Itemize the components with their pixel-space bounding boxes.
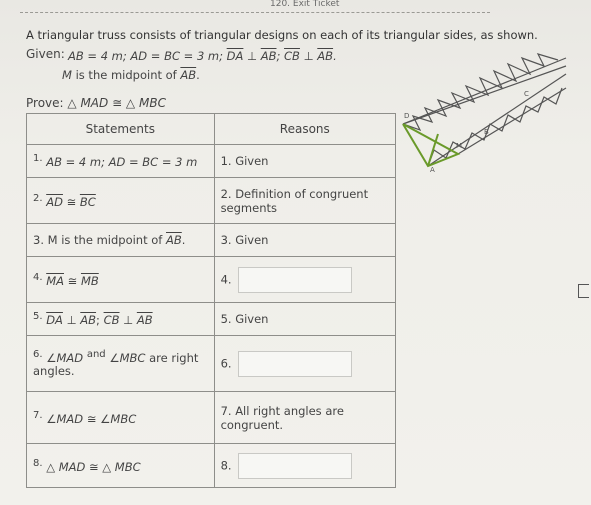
segment-ab: $\overline{AB}$ (260, 49, 277, 63)
perp-symbol: ⊥ (243, 49, 261, 63)
point-m: M (62, 68, 72, 82)
reason-cell (214, 257, 395, 303)
step-number: 4. (33, 271, 43, 283)
statement-text: angles. (33, 364, 75, 379)
and-text: and (86, 348, 106, 360)
period: . (196, 68, 200, 82)
given-lengths: AB = 4 m; AD = BC = 3 m; (68, 49, 223, 63)
period: . (181, 233, 186, 247)
statement-cell (27, 257, 215, 303)
label-b: B (484, 128, 489, 136)
reason-number: 4. (220, 272, 232, 286)
table-header-row (27, 114, 396, 145)
truss-figure (398, 44, 568, 179)
reason-answer-box[interactable] (238, 453, 352, 479)
statement-cell (27, 303, 215, 336)
segment-ab: $\overline{AB}$ (166, 233, 182, 247)
separator: ; (276, 49, 285, 63)
table-row (27, 257, 396, 303)
page-title: 120. Exit Ticket (270, 0, 340, 8)
step-number: 7. (33, 409, 43, 421)
statements-header: Statements (27, 114, 215, 145)
period: . (333, 49, 337, 63)
table-row (27, 303, 396, 336)
table-row (27, 145, 396, 178)
statement-text: are right (145, 350, 199, 365)
label-d: D (404, 112, 410, 120)
statement-cell (27, 145, 215, 178)
problem-intro: A triangular truss consists of triangular designs on each of its triangular sides, as shown. (26, 28, 538, 42)
reason-cell: 5. Given (214, 303, 395, 336)
segment-ad: $\overline{AD}$ (46, 194, 63, 209)
perp-symbol: ⊥ (119, 312, 137, 327)
reason-cell: 3. Given (214, 224, 395, 257)
given-statement (68, 49, 337, 63)
statement-text: 3. M is the midpoint of (33, 233, 166, 247)
reason-cell (214, 336, 395, 392)
statement-cell (27, 336, 215, 392)
step-number: 5. (33, 311, 43, 323)
congruent-symbol: ≅ (62, 194, 80, 209)
table-row (27, 444, 396, 488)
midpoint-text: is the midpoint of (71, 68, 181, 82)
angle-mbc: ∠MBC (109, 350, 146, 365)
segment-ab: $\overline{AB}$ (317, 49, 334, 63)
segment-ab: $\overline{AB}$ (180, 68, 197, 82)
segment-cb: $\overline{CB}$ (103, 312, 120, 327)
prove-label: Prove: (26, 96, 64, 110)
reasons-header: Reasons (214, 114, 395, 145)
prove-goal: △ MAD ≅ △ MBC (67, 96, 166, 110)
segment-ab: $\overline{AB}$ (136, 312, 153, 327)
perp-symbol: ⊥ (62, 312, 81, 327)
reason-number: 8. (220, 458, 232, 472)
segment-ma: $\overline{MA}$ (46, 273, 64, 288)
reason-cell: 1. Given (214, 145, 395, 178)
angle-mad: ∠MAD (46, 350, 84, 365)
highlight-triangle (403, 124, 458, 166)
given-label: Given: (26, 47, 65, 61)
header-divider (20, 12, 490, 14)
statement-cell (27, 224, 215, 257)
step-number: 2. (33, 192, 43, 204)
table-row (27, 178, 396, 224)
proof-table (26, 113, 396, 488)
step-number: 1. (33, 153, 43, 165)
segment-cb: $\overline{CB}$ (284, 49, 300, 63)
reason-number: 6. (220, 356, 232, 370)
table-row (27, 224, 396, 257)
segment-mb: $\overline{MB}$ (80, 273, 99, 288)
label-m: M (456, 142, 463, 150)
label-c: C (524, 90, 529, 98)
label-a: A (430, 166, 435, 174)
perp-symbol: ⊥ (299, 49, 318, 63)
statement-cell (27, 444, 215, 488)
statement-text: AB = 4 m; AD = BC = 3 m (46, 154, 198, 169)
prove-statement (26, 96, 166, 110)
given-midpoint (62, 68, 200, 82)
reason-cell (214, 444, 395, 488)
segment-ab: $\overline{AB}$ (80, 312, 97, 327)
step-number: 8. (33, 457, 43, 469)
segment-bc: $\overline{BC}$ (79, 194, 96, 209)
reason-cell: 2. Definition of congruent segments (214, 178, 395, 224)
table-row (27, 392, 396, 444)
step-number: 6. (33, 348, 43, 360)
segment-da: $\overline{DA}$ (46, 312, 63, 327)
table-row (27, 336, 396, 392)
statement-cell (27, 392, 215, 444)
reason-answer-box[interactable] (238, 267, 352, 293)
congruent-symbol: ≅ (64, 273, 81, 288)
separator: ; (96, 312, 104, 327)
reason-cell: 7. All right angles are congruent. (214, 392, 395, 444)
reason-answer-box[interactable] (238, 351, 352, 377)
statement-text: ∠MAD ≅ ∠MBC (46, 411, 137, 426)
statement-text: △ MAD ≅ △ MBC (46, 459, 141, 474)
truss-frame (403, 54, 566, 166)
segment-da: $\overline{DA}$ (226, 49, 244, 63)
edge-bracket (578, 284, 589, 298)
statement-cell (27, 178, 215, 224)
